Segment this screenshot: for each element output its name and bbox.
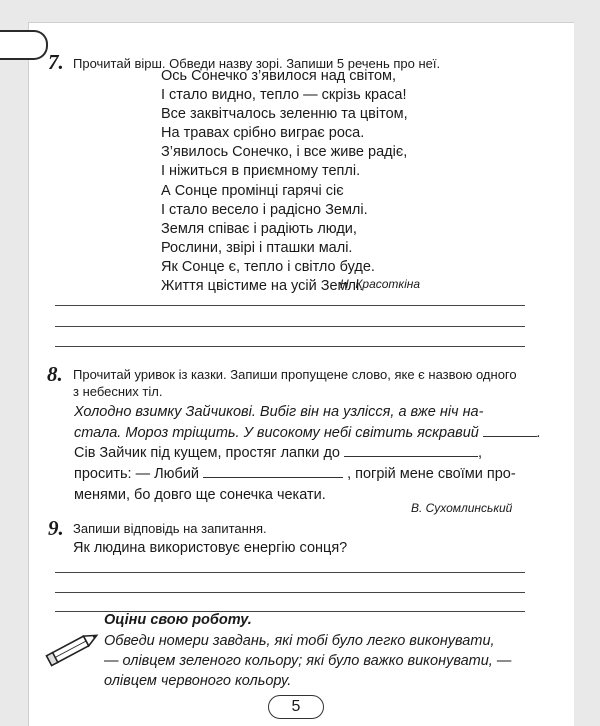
poem-line: Як Сонце є, тепло і світло буде. <box>161 258 375 275</box>
poem-line: Все заквітчалось зеленню та цвітом, <box>161 106 408 123</box>
poem-line: А Сонце промінці гарячі сіє <box>161 182 344 199</box>
story-line: менями, бо довго ще сонечка чекати. <box>74 487 326 503</box>
writing-line[interactable] <box>55 326 525 327</box>
writing-line[interactable] <box>55 572 525 573</box>
writing-line[interactable] <box>55 592 525 593</box>
task-7-number: 7. <box>48 50 64 74</box>
task-9-number: 9. <box>48 516 64 540</box>
page-tab-marker <box>0 30 48 60</box>
story-text: , <box>478 445 483 461</box>
story-text: Сів Зайчик під кущем, простяг лапки до <box>74 445 340 461</box>
story-line <box>74 423 541 444</box>
poem-line: Земля співає і радіють люди, <box>161 220 357 237</box>
task-8-author: В. Сухомлинський <box>411 501 513 515</box>
writing-line[interactable] <box>55 305 525 306</box>
task-9-question: Як людина використовує енергію сонця? <box>73 540 348 556</box>
story-line: Холодно взимку Зайчикові. Вибіг він на узлісся, а вже ніч на- <box>74 404 484 420</box>
poem-line: Рослини, звірі і пташки малі. <box>161 239 353 256</box>
poem-line: І стало весело і радісно Землі. <box>161 201 368 218</box>
story-text: . <box>536 425 541 441</box>
story-text: просить: — Любий <box>74 466 200 482</box>
answer-blank[interactable] <box>483 423 537 437</box>
task-8-instruction-line1: Прочитай уривок із казки. Запиши пропущене слово, яке є назвою одного <box>73 367 517 382</box>
answer-blank[interactable] <box>203 464 343 478</box>
story-text: стала. Мороз тріщить. У високому небі світить яскравий <box>74 425 479 441</box>
poem-line: З’явилось Сонечко, і все живе радіє, <box>161 144 408 161</box>
evaluation-line: Обведи номери завдань, які тобі було легко виконувати, <box>104 633 495 649</box>
story-text: , погрій мене своїми про- <box>347 466 516 482</box>
evaluation-line: олівцем червоного кольору. <box>104 673 292 689</box>
page-number: 5 <box>268 695 324 719</box>
task-7-author: Н. Красоткіна <box>340 277 421 291</box>
poem <box>161 67 408 296</box>
evaluation-title: Оціни свою роботу. <box>104 612 252 628</box>
poem-line: І стало видно, тепло — скрізь краса! <box>161 87 407 104</box>
task-9-instruction: Запиши відповідь на запитання. <box>73 521 267 536</box>
evaluation-line: — олівцем зеленого кольору; які було важко виконувати, — <box>104 653 512 669</box>
poem-line: І ніжиться в приємному теплі. <box>161 163 361 180</box>
pencil-icon <box>44 624 104 672</box>
evaluation-text <box>104 631 524 691</box>
task-8-number: 8. <box>47 362 63 386</box>
task-8-instruction-line2: з небесних тіл. <box>73 384 163 399</box>
answer-blank[interactable] <box>344 443 478 457</box>
writing-line[interactable] <box>55 346 525 347</box>
poem-line: Життя цвістиме на усій Землі. <box>161 278 364 295</box>
task-7-instruction: Прочитай вірш. Обведи назву зорі. Запиши 5 речень про неї. <box>73 56 441 71</box>
poem-line: Ось Сонечко з’явилося над світом, <box>161 68 397 84</box>
story-line <box>74 464 516 485</box>
poem-line: На травах срібно виграє роса. <box>161 125 365 142</box>
story-line <box>74 443 482 464</box>
